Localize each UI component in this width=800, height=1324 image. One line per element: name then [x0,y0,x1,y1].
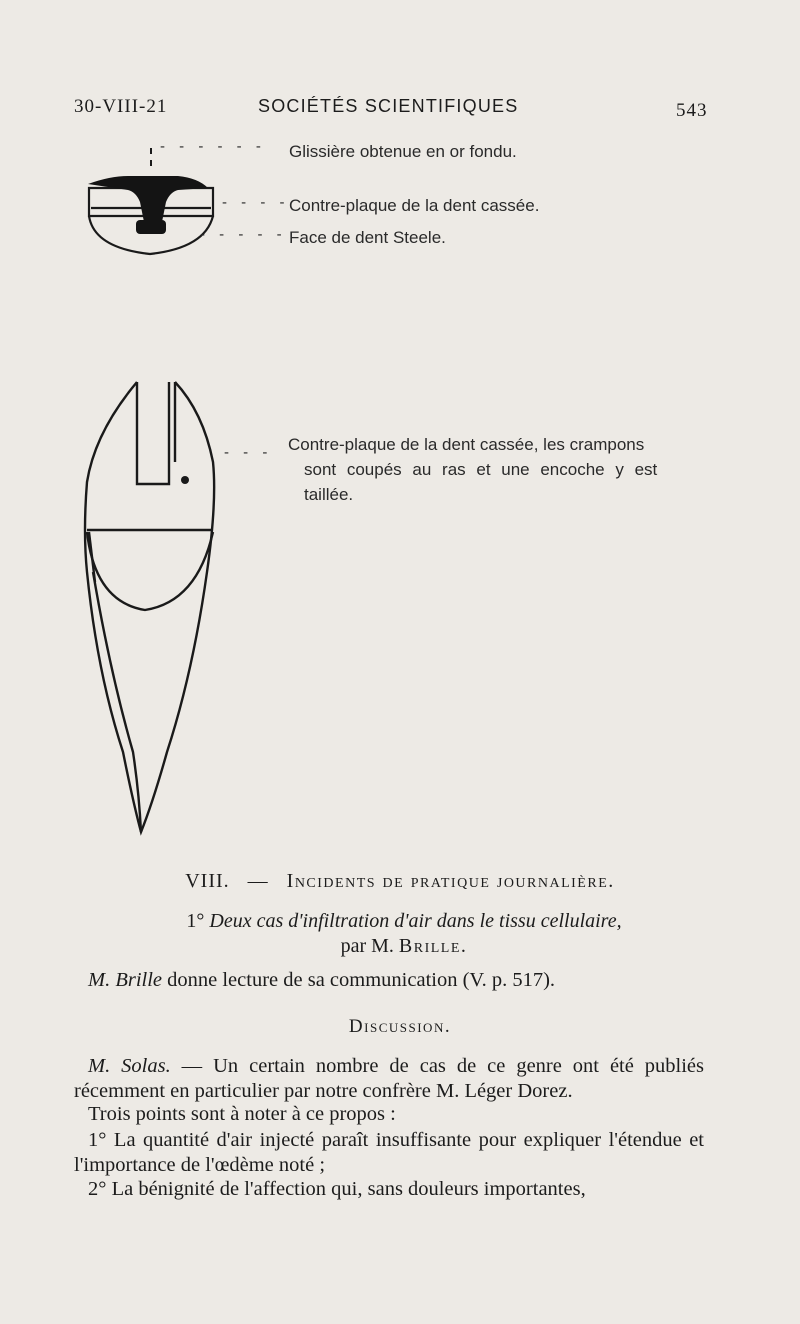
speaker-name: M. Solas. [88,1055,171,1077]
leader-dashes: - - - - [222,194,290,211]
section-heading [0,870,800,893]
section-numeral: VIII. [185,870,230,892]
label-glissiere: Glissière obtenue en or fondu. [289,142,517,161]
figure-cross-section [80,136,240,266]
caption-line: Contre-plaque de la dent cassée, les crampons [288,435,645,454]
header-title: SOCIÉTÉS SCIENTIFIQUES [258,96,519,116]
speaker-name: M. Brille [88,969,163,991]
leader-dashes: - - - - - - [160,138,266,155]
caption-line: taillée. [304,485,354,504]
section-title: Incidents de pratique journalière. [286,870,615,892]
caption-line: sont coupés au ras et une encoche y est [304,460,658,479]
author-prefix: par M. [340,935,394,957]
discussion-heading: Discussion. [348,1016,452,1037]
paragraph-text: donne lecture de sa communication (V. p. 517). [162,969,556,991]
leader-dashes: - - - - - [200,226,287,243]
section-dash: — [247,870,269,892]
author-name: Brille. [398,935,468,957]
header-date: 30-VIII-21 [74,96,168,117]
paragraph: 1° La quantité d'air injecté paraît insuffisante pour expliquer l'étendue et l'importance de l'œdème noté ; [74,1129,704,1176]
subsection-number: 1° [186,910,205,932]
paragraph-text: — Un certain nombre de cas de ce genre ont été publiés récemment en particulier par notre confrère M. Léger Dorez. [74,1055,705,1102]
leader-dashes: - - - [224,444,273,461]
label-contre-plaque: Contre-plaque de la dent cassée. [289,196,540,215]
label-face-de-dent: Face de dent Steele. [289,228,446,247]
subsection-title [74,909,734,934]
figure-tooth-outline [75,372,235,842]
paragraph [88,968,718,993]
page-number: 543 [676,100,708,121]
paragraph: 2° La bénignité de l'affection qui, sans douleurs importantes, [88,1178,586,1200]
subsection-author [74,934,734,959]
paragraph [74,1054,704,1104]
subsection-title-text: Deux cas d'infiltration d'air dans le tissu cellulaire, [209,910,622,932]
figure2-caption [288,432,708,507]
paragraph: Trois points sont à noter à ce propos : [88,1103,396,1125]
